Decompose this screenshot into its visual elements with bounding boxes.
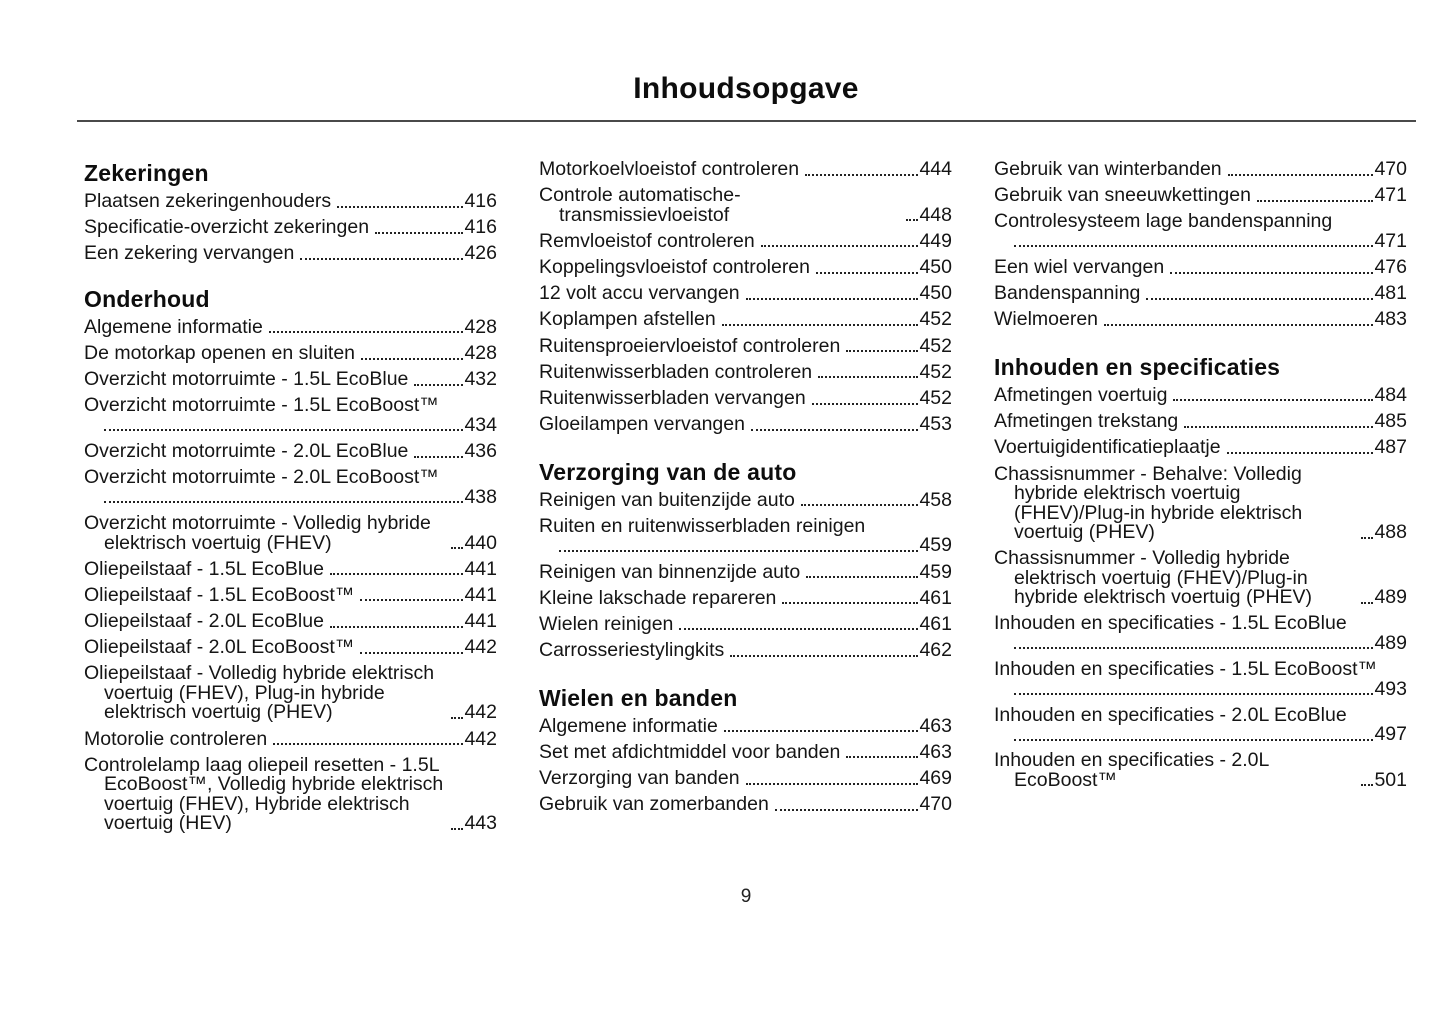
dot-leader <box>451 828 463 830</box>
toc-section <box>84 284 497 834</box>
toc-entry-page: 471 <box>1374 184 1407 207</box>
toc-entry-link[interactable] <box>539 160 952 180</box>
toc-entry-page: 487 <box>1374 436 1407 459</box>
toc-entry-title: Overzicht motorruimte - 1.5L EcoBoost™ <box>84 394 439 417</box>
toc-entry-page: 493 <box>1374 677 1407 700</box>
toc-entry-page: 470 <box>919 793 952 816</box>
dot-leader <box>818 376 918 378</box>
dot-leader <box>806 576 918 578</box>
toc-entry-link[interactable] <box>539 740 952 763</box>
toc-entry-page: 438 <box>464 485 497 508</box>
toc-entry-page: 458 <box>919 488 952 511</box>
dot-leader <box>360 652 463 654</box>
dot-leader <box>1227 452 1374 454</box>
dot-leader <box>1014 647 1373 649</box>
toc-entry-title: Afmetingen voertuig <box>994 383 1168 406</box>
toc-entry-page: 489 <box>1374 631 1407 654</box>
toc-entry-page: 428 <box>464 315 497 338</box>
toc-entry-title: Oliepeilstaaf - Volledig hybride elektrisch voertuig (FHEV), Plug-in hybride elektrisch voertuig (PHEV) <box>84 662 435 724</box>
dot-leader <box>812 403 919 405</box>
toc-entry-title: Oliepeilstaaf - 2.0L EcoBlue <box>84 610 324 633</box>
dot-leader <box>906 219 918 221</box>
toc-entry-title: Bandenspanning <box>994 282 1141 305</box>
toc-entry-link[interactable] <box>539 612 952 635</box>
dot-leader <box>730 655 918 657</box>
section-heading: Zekeringen <box>84 160 209 186</box>
toc-entry-page: 488 <box>1374 521 1407 543</box>
toc-entry-title: Inhouden en specificaties - 2.0L EcoBoost™ <box>994 749 1269 791</box>
toc-entry-link[interactable] <box>84 396 497 435</box>
toc-entry-page: 481 <box>1374 282 1407 305</box>
toc-entry-link[interactable] <box>84 344 497 364</box>
dot-leader <box>801 504 919 506</box>
toc-entry-link[interactable] <box>994 549 1407 608</box>
toc-section <box>994 352 1407 791</box>
section-heading: Onderhoud <box>84 285 210 312</box>
dot-leader <box>1170 272 1373 274</box>
toc-entry-title: Gebruik van zomerbanden <box>539 793 769 816</box>
toc-entry-link[interactable] <box>994 412 1407 432</box>
toc-entry-link[interactable] <box>539 769 952 789</box>
toc-entry-title: Chassisnummer - Volledig hybride elektrisch voertuig (FHEV)/Plug-in hybride elektrisch voertuig (PHEV) <box>994 547 1313 609</box>
toc-entry-page: 452 <box>919 308 952 331</box>
toc-entry-title: Wielmoeren <box>994 308 1099 331</box>
dot-leader <box>300 258 463 260</box>
toc-entry-title: Carrosseriestylingkits <box>539 639 725 662</box>
toc-entry-link[interactable] <box>539 389 952 409</box>
dot-leader <box>1257 200 1374 202</box>
toc-entry-page: 441 <box>464 610 497 633</box>
toc-entry-page: 444 <box>919 158 952 180</box>
dot-leader <box>1361 602 1373 604</box>
toc-entry-link[interactable] <box>539 360 952 383</box>
toc-entry-title: Overzicht motorruimte - Volledig hybride elektrisch voertuig (FHEV) <box>84 512 431 554</box>
toc-entry-page: 450 <box>919 282 952 305</box>
toc-entry-link[interactable] <box>994 186 1407 206</box>
toc-entry-page: 485 <box>1374 410 1407 433</box>
toc-entry-title: Reinigen van buitenzijde auto <box>539 488 795 511</box>
dot-leader <box>1184 426 1373 428</box>
toc-entry-title: Inhouden en specificaties - 1.5L EcoBoost™ <box>994 658 1378 681</box>
dot-leader <box>751 429 918 431</box>
toc-entry-link[interactable] <box>994 751 1407 790</box>
toc-entry-title: Ruitensproeiervloeistof controleren <box>539 334 841 357</box>
toc-entry-link[interactable] <box>539 560 952 583</box>
dot-leader <box>846 756 918 758</box>
dot-leader <box>273 743 463 745</box>
toc-entry-title: Algemene informatie <box>84 315 263 338</box>
dot-leader <box>360 599 463 601</box>
toc-entry-page: 443 <box>464 812 497 835</box>
toc-entry-link[interactable] <box>84 192 497 212</box>
toc-entry-link[interactable] <box>539 186 952 225</box>
dot-leader <box>1361 537 1373 539</box>
toc-entry-link[interactable] <box>539 795 952 815</box>
toc-entry-page: 449 <box>919 229 952 252</box>
toc-entry-page: 469 <box>919 767 952 789</box>
dot-leader <box>330 573 464 575</box>
toc-entry-title: Oliepeilstaaf - 1.5L EcoBlue <box>84 557 324 580</box>
toc-entry-title: Specificatie-overzicht zekeringen <box>84 216 370 239</box>
toc-entry-title: Overzicht motorruimte - 1.5L EcoBlue <box>84 368 409 391</box>
header-divider <box>77 120 1416 122</box>
toc-entry-title: Ruiten en ruitenwisserbladen reinigen <box>539 514 866 537</box>
toc-entry-title: Overzicht motorruimte - 2.0L EcoBoost™ <box>84 466 439 489</box>
toc-column-2 <box>539 160 952 821</box>
dot-leader <box>414 456 463 458</box>
toc-entry-page: 442 <box>464 727 497 750</box>
toc-entry-link[interactable] <box>539 488 952 511</box>
toc-entry-link[interactable] <box>994 212 1407 251</box>
toc-entry-page: 416 <box>464 190 497 212</box>
toc-entry-title: Afmetingen trekstang <box>994 410 1179 433</box>
toc-section <box>539 457 952 661</box>
toc-entry-title: Reinigen van binnenzijde auto <box>539 560 801 583</box>
toc-entry-link[interactable] <box>539 641 952 661</box>
toc-entry-link[interactable] <box>84 244 497 264</box>
toc-entry-page: 441 <box>464 583 497 606</box>
dot-leader <box>1146 298 1373 300</box>
toc-entry-title: Inhouden en specificaties - 1.5L EcoBlue <box>994 612 1347 635</box>
dot-leader <box>746 298 919 300</box>
dot-leader <box>1173 399 1373 401</box>
toc-entry-title: Inhouden en specificaties - 2.0L EcoBlue <box>994 703 1347 726</box>
toc-entry-title: 12 volt accu vervangen <box>539 282 740 305</box>
toc-entry-page: 452 <box>919 387 952 409</box>
toc-entry-link[interactable] <box>84 442 497 462</box>
toc-entry-page: 432 <box>464 368 497 391</box>
dot-leader <box>1228 174 1374 176</box>
dot-leader <box>559 550 918 552</box>
toc-entry-page: 484 <box>1374 383 1407 406</box>
toc-entry-link[interactable] <box>994 703 1407 746</box>
toc-entry-page: 470 <box>1374 158 1407 180</box>
dot-leader <box>775 809 919 811</box>
toc-entry-title: Remvloeistof controleren <box>539 229 755 252</box>
toc-entry-link[interactable] <box>994 383 1407 406</box>
toc-entry-page: 453 <box>919 413 952 436</box>
section-heading: Verzorging van de auto <box>539 458 797 485</box>
toc-entry-page: 461 <box>919 586 952 609</box>
toc-entry-link[interactable] <box>84 514 497 553</box>
toc-entry-title: Algemene informatie <box>539 714 718 737</box>
toc-entry-page: 448 <box>919 203 952 226</box>
dot-leader <box>1014 693 1373 695</box>
dot-leader <box>1014 245 1373 247</box>
toc-entry-page: 442 <box>464 701 497 724</box>
toc-entry-page: 461 <box>919 612 952 635</box>
toc-entry-link[interactable] <box>994 258 1407 278</box>
toc-entry-link[interactable] <box>84 727 497 750</box>
toc-entry-page: 497 <box>1374 723 1407 746</box>
toc-entry-page: 426 <box>464 242 497 265</box>
toc-entry-title: Controlelamp laag oliepeil resetten - 1.5L EcoBoost™, Volledig hybride elektrisch voertuig (FHEV), Hybride elektrisch voertuig (HEV) <box>84 753 444 835</box>
toc-entry-link[interactable] <box>539 284 952 304</box>
dot-leader <box>782 602 918 604</box>
toc-entry-title: Verzorging van banden <box>539 767 740 789</box>
toc-entry-page: 428 <box>464 342 497 365</box>
toc-entry-title: Oliepeilstaaf - 2.0L EcoBoost™ <box>84 636 355 659</box>
toc-entry-title: Een zekering vervangen <box>84 242 295 265</box>
toc-entry-link[interactable] <box>539 258 952 278</box>
toc-entry-page: 440 <box>464 531 497 554</box>
toc-entry-title: Voertuigidentificatieplaatje <box>994 436 1221 459</box>
toc-entry-page: 442 <box>464 636 497 659</box>
dot-leader <box>269 331 464 333</box>
dot-leader <box>330 626 464 628</box>
toc-entry-link[interactable] <box>539 514 952 557</box>
toc-entry-page: 471 <box>1374 229 1407 252</box>
page-title: Inhoudsopgave <box>633 72 859 105</box>
toc-entry-title: Koplampen afstellen <box>539 308 716 331</box>
toc-entry-page: 501 <box>1374 768 1407 791</box>
toc-entry-link[interactable] <box>84 583 497 606</box>
toc-entry-title: Chassisnummer - Behalve: Volledig hybride elektrisch voertuig (FHEV)/Plug-in hybride elektrisch voertuig (PHEV) <box>994 462 1303 543</box>
toc-entry-title: Kleine lakschade repareren <box>539 586 777 609</box>
dot-leader <box>451 547 463 549</box>
toc-section <box>84 158 497 264</box>
dot-leader <box>104 501 463 503</box>
toc-entry-title: Wielen reinigen <box>539 612 674 635</box>
dot-leader <box>361 358 463 360</box>
toc-entry-title: Oliepeilstaaf - 1.5L EcoBoost™ <box>84 583 355 606</box>
toc-column-1 <box>84 158 497 841</box>
toc-entry-title: Ruitenwisserbladen controleren <box>539 360 813 383</box>
toc-entry-title: Plaatsen zekeringenhouders <box>84 190 332 212</box>
toc-entry-page: 489 <box>1374 586 1407 609</box>
toc-entry-title: Gloeilampen vervangen <box>539 413 745 436</box>
toc-entry-link[interactable] <box>994 310 1407 330</box>
toc-entry-page: 476 <box>1374 256 1407 279</box>
toc-entry-page: 452 <box>919 334 952 357</box>
toc-entry-title: Koppelingsvloeistof controleren <box>539 256 811 279</box>
toc-entry-link[interactable] <box>994 284 1407 304</box>
dot-leader <box>816 272 918 274</box>
dot-leader <box>1014 739 1373 741</box>
toc-entry-link[interactable] <box>539 310 952 330</box>
toc-entry-page: 463 <box>919 714 952 737</box>
dot-leader <box>414 384 463 386</box>
toc-entry-page: 416 <box>464 216 497 239</box>
toc-entry-page: 483 <box>1374 308 1407 331</box>
toc-entry-link[interactable] <box>539 586 952 609</box>
toc-entry-link[interactable] <box>84 664 497 723</box>
toc-entry-link[interactable] <box>994 462 1407 543</box>
toc-entry-link[interactable] <box>994 438 1407 458</box>
toc-entry-title: Set met afdichtmiddel voor banden <box>539 740 841 763</box>
dot-leader <box>337 206 463 208</box>
toc-entry-link[interactable] <box>84 638 497 658</box>
dot-leader <box>1361 784 1373 786</box>
toc-entry-title: Een wiel vervangen <box>994 256 1165 279</box>
dot-leader <box>104 429 463 431</box>
dot-leader <box>724 730 919 732</box>
toc-entry-page: 441 <box>464 557 497 580</box>
toc-entry-title: Motorkoelvloeistof controleren <box>539 158 800 180</box>
toc-entry-title: Motorolie controleren <box>84 727 268 750</box>
toc-entry-title: Controlesysteem lage bandenspanning <box>994 210 1333 233</box>
toc-entry-link[interactable] <box>994 614 1407 653</box>
toc-entry-link[interactable] <box>84 468 497 507</box>
toc-entry-link[interactable] <box>84 315 497 338</box>
toc-entry-link[interactable] <box>539 334 952 357</box>
toc-entry-title: Ruitenwisserbladen vervangen <box>539 387 806 409</box>
toc-entry-page: 462 <box>919 639 952 662</box>
toc-entry-page: 450 <box>919 256 952 279</box>
toc-entry-title: De motorkap openen en sluiten <box>84 342 356 365</box>
dot-leader <box>375 232 463 234</box>
toc-entry-link[interactable] <box>539 714 952 737</box>
toc-entry-page: 463 <box>919 740 952 763</box>
dot-leader <box>1104 324 1373 326</box>
toc-entry-link[interactable] <box>84 612 497 632</box>
dot-leader <box>451 717 463 719</box>
toc-entry-link[interactable] <box>84 218 497 238</box>
page-number: 9 <box>740 886 752 907</box>
toc-entry-page: 434 <box>464 413 497 436</box>
toc-column-3 <box>994 160 1407 797</box>
dot-leader <box>722 324 919 326</box>
toc-entry-title: Controle automatische-transmissievloeistof <box>539 184 741 226</box>
section-heading: Wielen en banden <box>539 684 738 711</box>
toc-section <box>539 160 952 435</box>
toc-section <box>539 683 952 815</box>
toc-entry-title: Gebruik van sneeuwkettingen <box>994 184 1251 207</box>
toc-entry-link[interactable] <box>539 415 952 435</box>
toc-entry-link[interactable] <box>84 753 497 835</box>
toc-entry-page: 459 <box>919 534 952 557</box>
dot-leader <box>746 783 919 785</box>
toc-entry-page: 436 <box>464 440 497 463</box>
section-heading: Inhouden en specificaties <box>994 353 1281 380</box>
dot-leader <box>846 350 918 352</box>
dot-leader <box>761 245 919 247</box>
toc-entry-link[interactable] <box>84 557 497 580</box>
toc-entry-link[interactable] <box>994 660 1407 699</box>
dot-leader <box>679 628 918 630</box>
toc-entry-page: 452 <box>919 360 952 383</box>
dot-leader <box>805 174 918 176</box>
toc-entry-link[interactable] <box>539 229 952 252</box>
toc-section <box>994 160 1407 330</box>
toc-entry-link[interactable] <box>84 370 497 390</box>
toc-entry-link[interactable] <box>994 160 1407 180</box>
toc-entry-title: Overzicht motorruimte - 2.0L EcoBlue <box>84 440 409 463</box>
toc-entry-page: 459 <box>919 560 952 583</box>
toc-entry-title: Gebruik van winterbanden <box>994 158 1222 180</box>
